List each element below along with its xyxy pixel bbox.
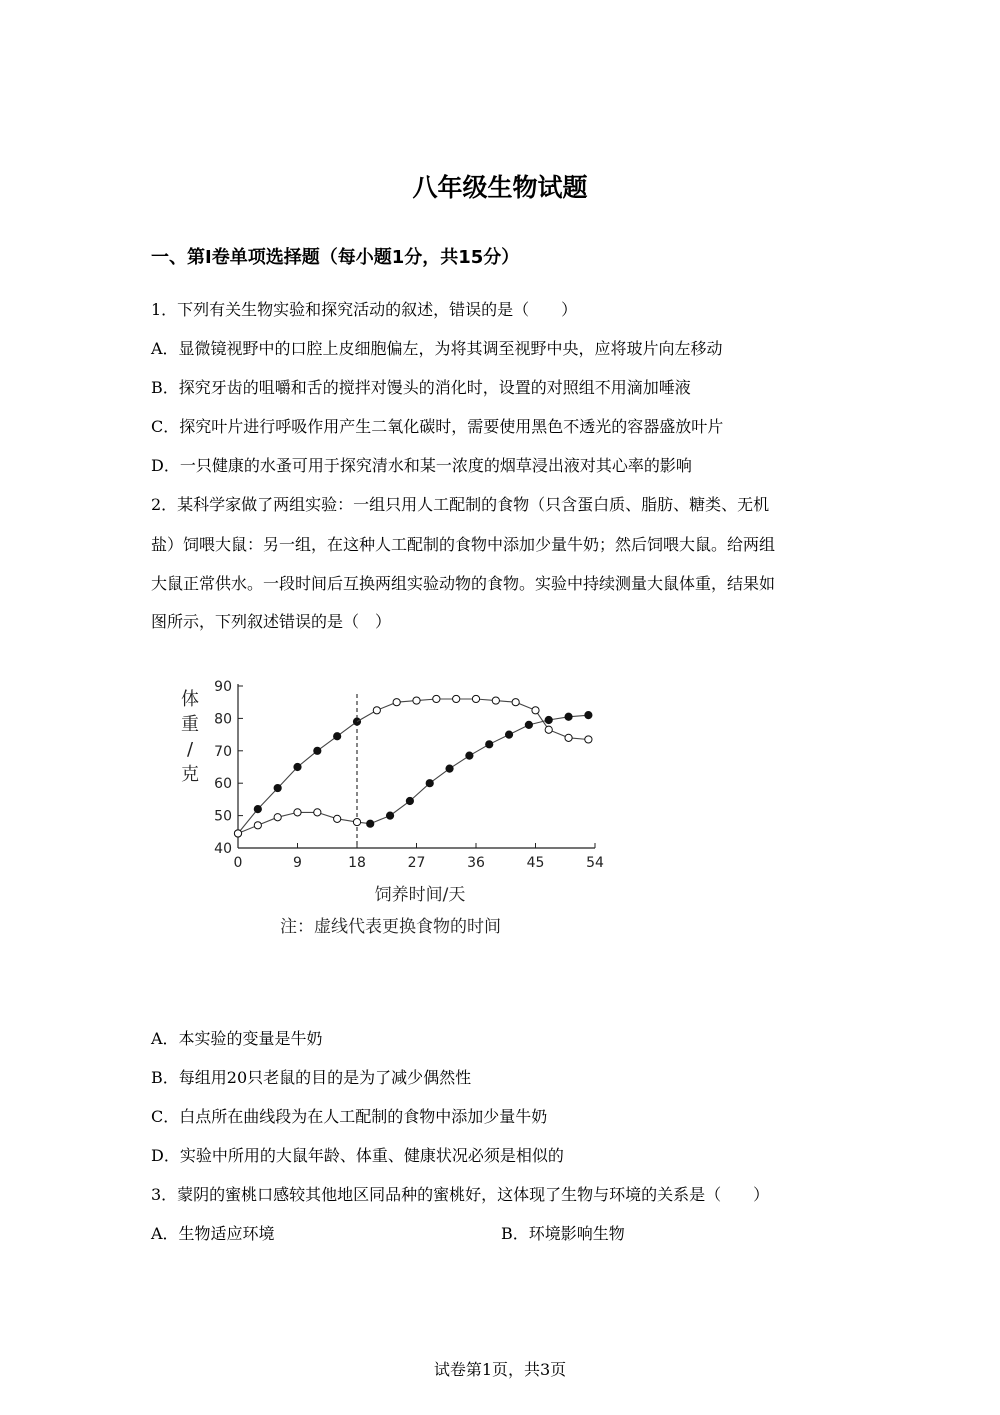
y-axis-label-char: 重 (181, 714, 199, 735)
y-tick-label: 50 (214, 808, 232, 825)
series-open-point (472, 695, 479, 702)
page-title: 八年级生物试题 (412, 173, 588, 202)
x-tick-label: 36 (467, 855, 485, 871)
series-filled-point (545, 716, 552, 723)
series-filled-point (565, 713, 572, 720)
y-axis-label-char: / (186, 739, 194, 760)
x-tick-label: 18 (348, 855, 366, 871)
question-2-option-b: B．每组用20只老鼠的目的是为了减少偶然性 (151, 1068, 472, 1087)
series-filled-point (314, 747, 321, 754)
question-1-stem: 1．下列有关生物实验和探究活动的叙述，错误的是（ ） (151, 300, 578, 319)
series-filled-point (466, 752, 473, 759)
series-filled-point (505, 731, 512, 738)
series-open-point (433, 695, 440, 702)
series-filled-point (353, 718, 360, 725)
section-heading: 一、第Ⅰ卷单项选择题（每小题1分，共15分） (151, 247, 520, 268)
series-filled-point (367, 820, 374, 827)
question-1-option-b: B．探究牙齿的咀嚼和舌的搅拌对馒头的消化时，设置的对照组不用滴加唾液 (151, 378, 691, 397)
series-filled-point (274, 784, 281, 791)
series-filled-point (254, 806, 261, 813)
x-tick-label: 45 (526, 855, 545, 871)
series-open-point (453, 695, 460, 702)
series-open-point (373, 707, 380, 714)
question-3-option-a: A．生物适应环境 (151, 1224, 275, 1243)
series-open-point (294, 809, 301, 816)
y-tick-label: 60 (214, 776, 232, 793)
series-filled-point (386, 812, 393, 819)
chart-ticks (214, 679, 604, 871)
question-1-option-c: C．探究叶片进行呼吸作用产生二氧化碳时，需要使用黑色不透光的容器盛放叶片 (151, 417, 724, 436)
series-open-point (545, 726, 552, 733)
series-open-point (314, 809, 321, 816)
series-open-point (512, 699, 519, 706)
question-3-stem: 3．蒙阴的蜜桃口感较其他地区同品种的蜜桃好，这体现了生物与环境的关系是（ ） (151, 1185, 770, 1204)
series-filled-point (294, 763, 301, 770)
question-2-stem-line-1: 2．某科学家做了两组实验：一组只用人工配制的食物（只含蛋白质、脂肪、糖类、无机 (151, 495, 770, 514)
series-open-point (565, 734, 572, 741)
question-2-stem-line-2: 盐）饲喂大鼠：另一组，在这种人工配制的食物中添加少量牛奶；然后饲喂大鼠。给两组 (151, 535, 776, 554)
page-footer: 试卷第1页，共3页 (433, 1360, 567, 1379)
chart-note: 注：虚线代表更换食物的时间 (280, 917, 501, 937)
x-axis-label: 饲养时间/天 (374, 885, 466, 905)
chart-series (234, 695, 592, 837)
question-2-option-a: A．本实验的变量是牛奶 (151, 1029, 323, 1048)
y-axis-label-char: 体 (181, 689, 199, 710)
question-2-option-d: D．实验中所用的大鼠年龄、体重、健康状况必须是相似的 (151, 1146, 564, 1165)
y-tick-label: 40 (214, 841, 232, 857)
question-1-option-d: D．一只健康的水蚤可用于探究清水和某一浓度的烟草浸出液对其心率的影响 (151, 456, 692, 475)
y-tick-label: 80 (214, 711, 232, 728)
x-tick-label: 54 (586, 855, 604, 871)
y-axis-label (181, 689, 199, 785)
y-tick-label: 70 (214, 743, 232, 760)
series-open-point (393, 699, 400, 706)
series-filled-point (334, 733, 341, 740)
series-open-point (585, 736, 592, 743)
series-open-point (234, 830, 241, 837)
series-filled-point (486, 741, 493, 748)
series-open-point (254, 822, 261, 829)
x-tick-label: 27 (407, 855, 426, 871)
series-open-point (413, 697, 420, 704)
series-filled-point (406, 797, 413, 804)
weight-chart (170, 672, 620, 942)
question-2-option-c: C．白点所在曲线段为在人工配制的食物中添加少量牛奶 (151, 1107, 548, 1126)
series-filled-point (525, 721, 532, 728)
chart-axes (238, 684, 595, 848)
series-open-point (274, 814, 281, 821)
question-2-stem-line-3: 大鼠正常供水。一段时间后互换两组实验动物的食物。实验中持续测量大鼠体重，结果如 (151, 574, 776, 593)
y-axis-label-char: 克 (181, 764, 199, 785)
series-open-point (532, 707, 539, 714)
series-open-point (353, 818, 360, 825)
question-2-stem-line-4: 图所示，下列叙述错误的是（ ） (151, 612, 392, 631)
y-tick-label: 90 (214, 679, 232, 695)
series-filled-point (446, 765, 453, 772)
question-1-option-a: A．显微镜视野中的口腔上皮细胞偏左，为将其调至视野中央，应将玻片向左移动 (151, 339, 723, 358)
x-tick-label: 0 (233, 855, 243, 871)
series-filled-point (585, 712, 592, 719)
question-3-option-b: B．环境影响生物 (501, 1224, 625, 1243)
series-filled-point (426, 780, 433, 787)
series-open-point (492, 697, 499, 704)
series-open-point (334, 815, 341, 822)
x-tick-label: 9 (293, 855, 302, 871)
